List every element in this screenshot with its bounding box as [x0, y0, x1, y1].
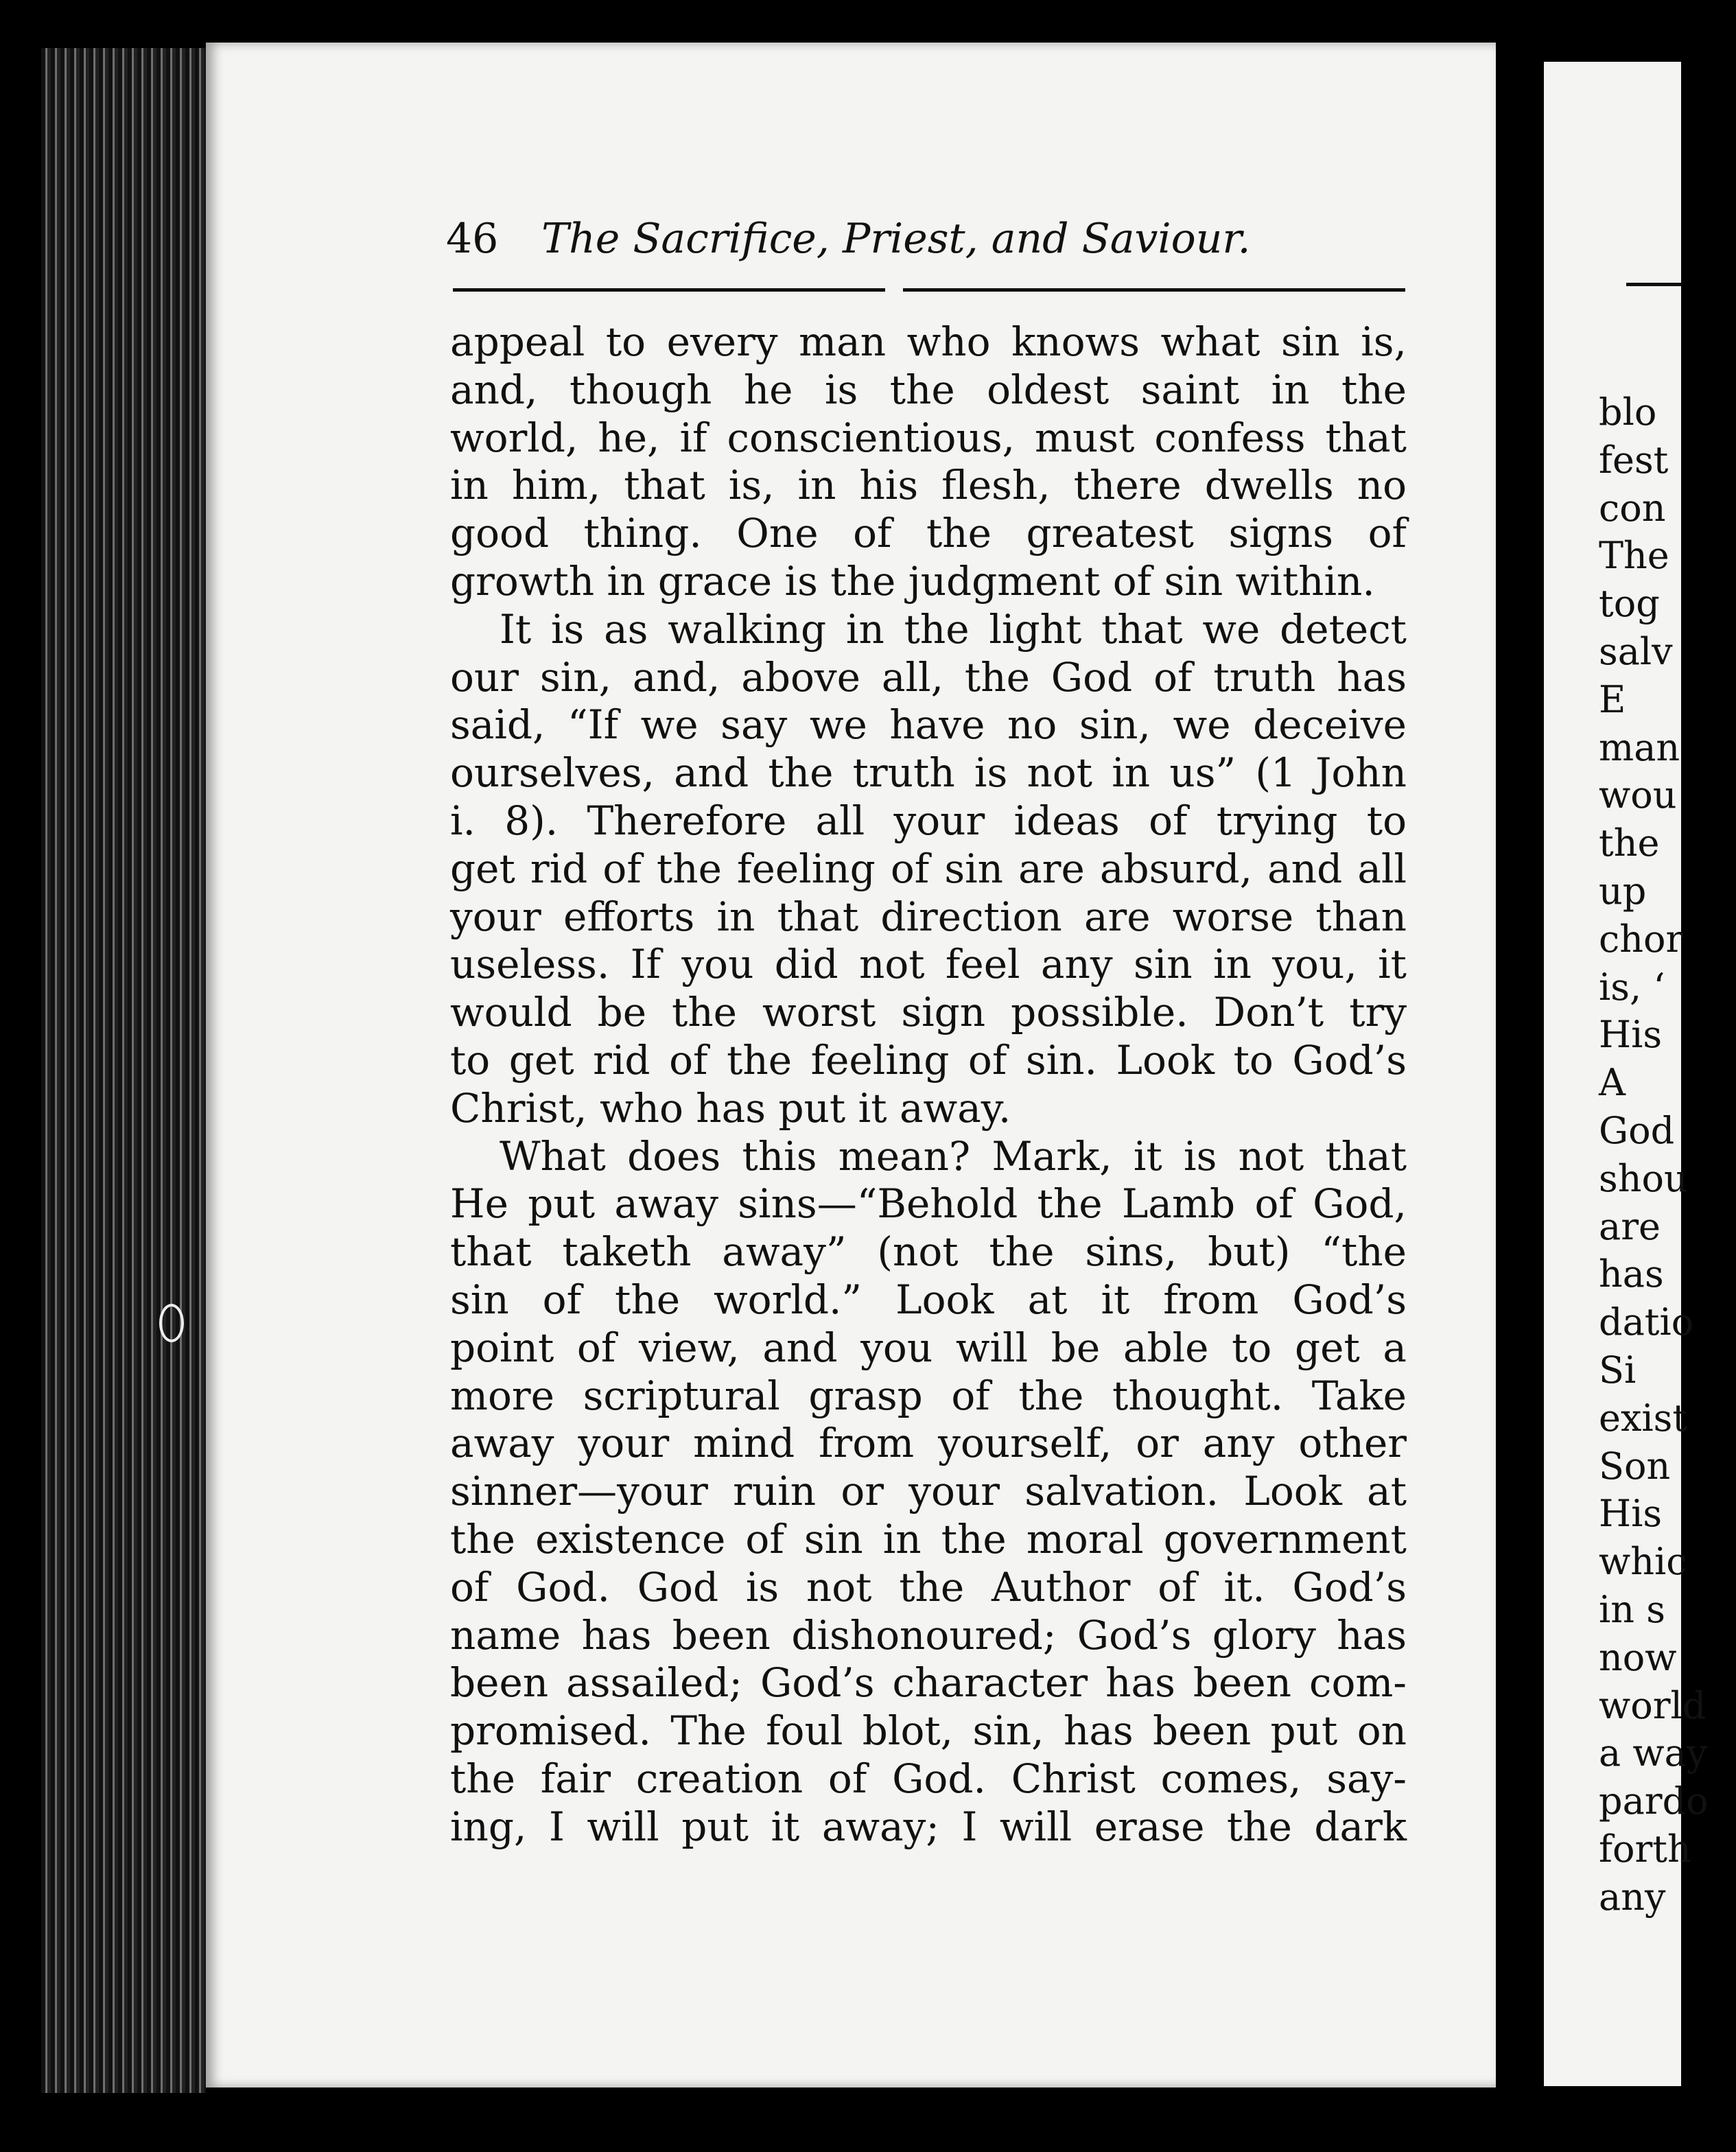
page-edges	[41, 48, 206, 2093]
text-line: He put away sins—“Behold the Lamb of God,	[450, 1180, 1407, 1228]
text-line: in him, that is, in his flesh, there dwells no	[450, 462, 1407, 509]
text-line: It is as walking in the light that we detect	[500, 605, 1407, 653]
body-text	[450, 318, 1407, 1851]
text-line: sin of the world.” Look at it from God’s	[450, 1276, 1407, 1323]
text-fragment: tog	[1599, 582, 1660, 626]
text-line: useless. If you did not feel any sin in you, it	[450, 941, 1407, 988]
text-fragment: are	[1599, 1204, 1661, 1248]
text-fragment: Si	[1599, 1348, 1637, 1392]
running-title: The Sacrifice, Priest, and Saviour.	[541, 215, 1251, 263]
text-fragment: chor	[1599, 917, 1684, 961]
text-line: sinner—your ruin or your salvation. Look at	[450, 1468, 1407, 1515]
text-fragment: salv	[1599, 629, 1673, 673]
text-line: more scriptural grasp of the thought. Take	[450, 1372, 1407, 1419]
text-fragment: man	[1599, 725, 1680, 769]
text-fragment: in s	[1599, 1587, 1665, 1631]
text-line: your efforts in that direction are worse than	[450, 893, 1407, 940]
text-line: good thing. One of the greatest signs of	[450, 510, 1407, 557]
text-line: promised. The foul blot, sin, has been put on	[450, 1707, 1407, 1755]
text-line: i. 8). Therefore all your ideas of trying to	[450, 797, 1407, 844]
text-fragment: wou	[1599, 773, 1677, 817]
ring-mark	[159, 1304, 184, 1342]
text-fragment: E	[1599, 677, 1626, 721]
text-line: and, though he is the oldest saint in the	[450, 366, 1407, 413]
text-fragment: God	[1599, 1108, 1675, 1152]
text-line: growth in grace is the judgment of sin within.	[450, 557, 1375, 605]
text-line: point of view, and you will be able to get a	[450, 1324, 1407, 1371]
text-fragment: The	[1599, 534, 1669, 578]
text-fragment: con	[1599, 486, 1666, 530]
text-fragment: exist	[1599, 1396, 1688, 1440]
right-page-edge	[1544, 62, 1709, 2086]
header-rule-right	[903, 288, 1405, 292]
text-line: that taketh away” (not the sins, but) “the	[450, 1228, 1407, 1276]
text-fragment: pardo	[1599, 1779, 1709, 1823]
text-line: ing, I will put it away; I will erase the dark	[450, 1803, 1407, 1850]
text-fragment: whic	[1599, 1540, 1687, 1584]
text-fragment: forth	[1599, 1827, 1691, 1871]
text-line: appeal to every man who knows what sin is,	[450, 318, 1407, 365]
text-fragment: has	[1599, 1252, 1664, 1296]
text-fragment: any	[1599, 1875, 1666, 1919]
text-line: Christ, who has put it away.	[450, 1084, 1011, 1132]
text-line: of God. God is not the Author of it. God’s	[450, 1563, 1407, 1611]
text-line: to get rid of the feeling of sin. Look to God’s	[450, 1036, 1407, 1084]
text-fragment: A	[1599, 1061, 1626, 1105]
text-fragment: blo	[1599, 390, 1657, 434]
text-fragment: Son	[1599, 1444, 1671, 1488]
text-fragment: is, ‘	[1599, 965, 1665, 1009]
text-line: been assailed; God’s character has been com-	[450, 1659, 1407, 1707]
right-page-text	[1599, 388, 1736, 1921]
text-line: get rid of the feeling of sin are absurd, and all	[450, 845, 1407, 892]
text-line: away your mind from yourself, or any other	[450, 1420, 1407, 1467]
text-line: world, he, if conscientious, must confess that	[450, 414, 1407, 461]
text-line: name has been dishonoured; God’s glory has	[450, 1611, 1407, 1659]
right-header-rule	[1626, 283, 1681, 286]
text-line: ourselves, and the truth is not in us” (1 John	[450, 749, 1407, 797]
text-line: our sin, and, above all, the God of truth has	[450, 653, 1407, 701]
text-fragment: up	[1599, 869, 1647, 913]
text-line: said, “If we say we have no sin, we deceive	[450, 701, 1407, 749]
text-fragment: the	[1599, 821, 1660, 865]
text-fragment: His	[1599, 1013, 1663, 1057]
header-rule-left	[453, 288, 885, 292]
text-line: What does this mean? Mark, it is not that	[500, 1132, 1407, 1180]
text-fragment: datio	[1599, 1300, 1694, 1344]
text-line: would be the worst sign possible. Don’t try	[450, 989, 1407, 1036]
text-fragment: shou	[1599, 1156, 1688, 1200]
text-fragment: fest	[1599, 438, 1669, 482]
text-fragment: His	[1599, 1492, 1663, 1536]
text-line: the existence of sin in the moral government	[450, 1515, 1407, 1563]
page-header	[446, 211, 1407, 266]
text-fragment: now	[1599, 1635, 1677, 1679]
text-fragment: a way	[1599, 1731, 1708, 1775]
text-line: the fair creation of God. Christ comes, say-	[450, 1755, 1407, 1802]
text-fragment: world	[1599, 1683, 1706, 1727]
page-number: 46	[446, 215, 499, 263]
